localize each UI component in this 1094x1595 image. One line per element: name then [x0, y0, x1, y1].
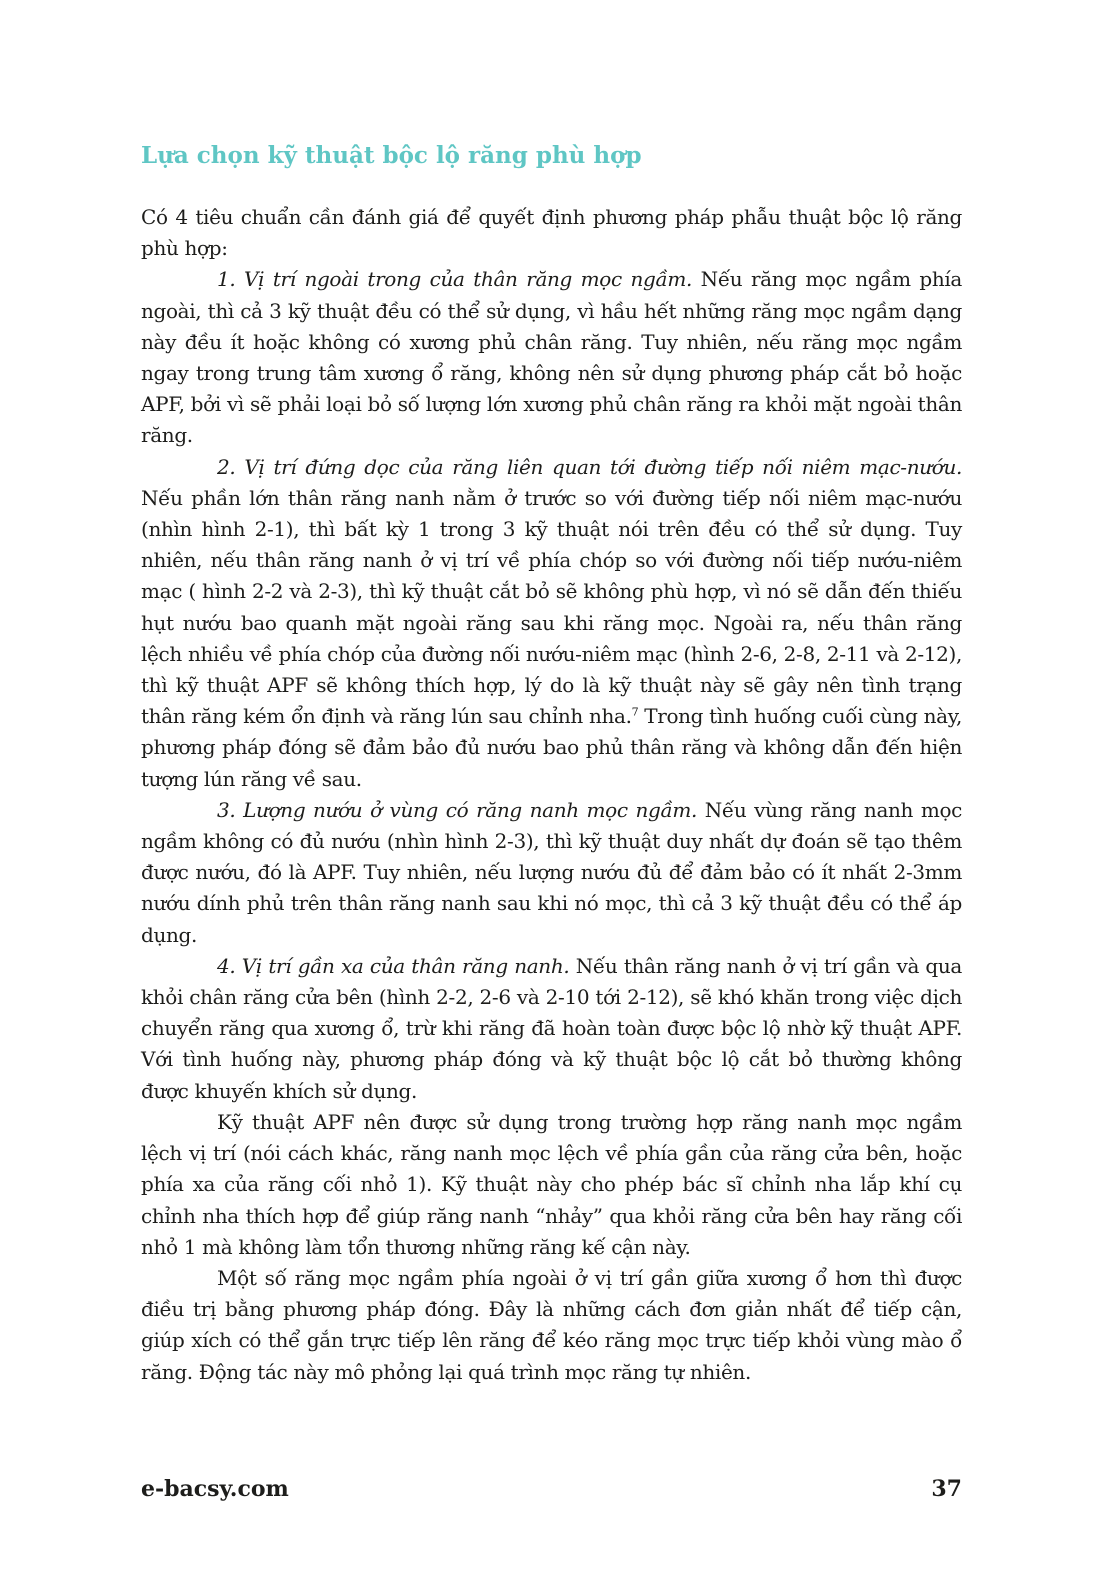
criterion-4-lead: 4. Vị trí gần xa của thân răng nanh. [217, 953, 570, 978]
criterion-1-text: Nếu răng mọc ngầm phía ngoài, thì cả 3 kỹ thuật đều có thể sử dụng, vì hầu hết những răng mọc ngầm dạng này đều ít hoặc không có xương phủ chân răng. Tuy nhiên, nếu răng mọc ngầm ngay trong trung tâm xương ổ răng, không nên sử dụng phương pháp cắt bỏ hoặc APF, bởi vì sẽ phải loại bỏ số lượng lớn xương phủ chân răng ra khỏi mặt ngoài thân răng. [141, 267, 962, 448]
criterion-2 [141, 452, 962, 795]
criterion-3-lead: 3. Lượng nướu ở vùng có răng nanh mọc ngầm. [217, 797, 697, 822]
reference-superscript: 7 [631, 705, 639, 719]
criterion-4-text: Nếu thân răng nanh ở vị trí gần và qua khỏi chân răng cửa bên (hình 2-2, 2-6 và 2-10 tới 2-12), sẽ khó khăn trong việc dịch chuyển răng qua xương ổ, trừ khi răng đã hoàn toàn được bộc lộ nhờ kỹ thuật APF. Với tình huống này, phương pháp đóng và kỹ thuật bộc lộ cắt bỏ thường không được khuyến khích sử dụng. [141, 953, 962, 1103]
apf-paragraph: Kỹ thuật APF nên được sử dụng trong trường hợp răng nanh mọc ngầm lệch vị trí (nói cách khác, răng nanh mọc lệch về phía gần của răng cửa bên, hoặc phía xa của răng cối nhỏ 1). Kỹ thuật này cho phép bác sĩ chỉnh nha lắp khí cụ chỉnh nha thích hợp để giúp răng nanh “nhảy” qua khỏi răng cửa bên hay răng cối nhỏ 1 mà không làm tổn thương những răng kế cận này. [141, 1109, 962, 1259]
page [141, 0, 962, 1595]
criterion-2-text-after: Trong tình huống cuối cùng này, phương pháp đóng sẽ đảm bảo đủ nướu bao phủ thân răng và không dẫn đến hiện tượng lún răng về sau. [141, 704, 962, 791]
section-heading: Lựa chọn kỹ thuật bộc lộ răng phù hợp [141, 142, 642, 169]
intro-paragraph: Có 4 tiêu chuẩn cần đánh giá để quyết định phương pháp phẫu thuật bộc lộ răng phù hợp: [141, 205, 962, 261]
criterion-3-text: Nếu vùng răng nanh mọc ngầm không có đủ nướu (nhìn hình 2-3), thì kỹ thuật duy nhất dự đoán sẽ tạo thêm được nướu, đó là APF. Tuy nhiên, nếu lượng nướu đủ để đảm bảo có ít nhất 2-3mm nướu dính phủ trên thân răng nanh sau khi nó mọc, thì cả 3 kỹ thuật đều có thể áp dụng. [141, 797, 962, 947]
criterion-2-lead: 2. Vị trí đứng dọc của răng liên quan tới đường tiếp nối niêm mạc-nướu. [217, 454, 962, 479]
criterion-1-lead: 1. Vị trí ngoài trong của thân răng mọc ngầm. [217, 267, 693, 292]
criterion-2-text: Nếu phần lớn thân răng nanh nằm ở trước so với đường tiếp nối niêm mạc-nướu (nhìn hình 2-1), thì bất kỳ 1 trong 3 kỹ thuật nói trên đều có thể sử dụng. Tuy nhiên, nếu thân răng nanh ở vị trí về phía chóp so với đường nối tiếp nướu-niêm mạc ( hình 2-2 và 2-3), thì kỹ thuật cắt bỏ sẽ không phù hợp, vì nó sẽ dẫn đến thiếu hụt nướu bao quanh mặt ngoài răng sau khi răng mọc. Ngoài ra, nếu thân răng lệch nhiều về phía chóp của đường nối nướu-niêm mạc (hình 2-6, 2-8, 2-11 và 2-12), thì kỹ thuật APF sẽ không thích hợp, lý do là kỹ thuật này sẽ gây nên tình trạng thân răng kém ổn định và răng lún sau chỉnh nha. [141, 485, 962, 729]
criterion-4 [141, 951, 962, 1107]
closed-method-paragraph: Một số răng mọc ngầm phía ngoài ở vị trí gần giữa xương ổ hơn thì được điều trị bằng phương pháp đóng. Đây là những cách đơn giản nhất để tiếp cận, giúp xích có thể gắn trực tiếp lên răng để kéo răng mọc trực tiếp khỏi vùng mào ổ răng. Động tác này mô phỏng lại quá trình mọc răng tự nhiên. [141, 1265, 962, 1384]
page-footer [141, 1473, 962, 1505]
body-text [141, 202, 962, 1388]
footer-site-name: e-bacsy.com [141, 1476, 289, 1502]
criterion-3 [141, 795, 962, 951]
page-number: 37 [931, 1476, 962, 1502]
criterion-1 [141, 264, 962, 451]
